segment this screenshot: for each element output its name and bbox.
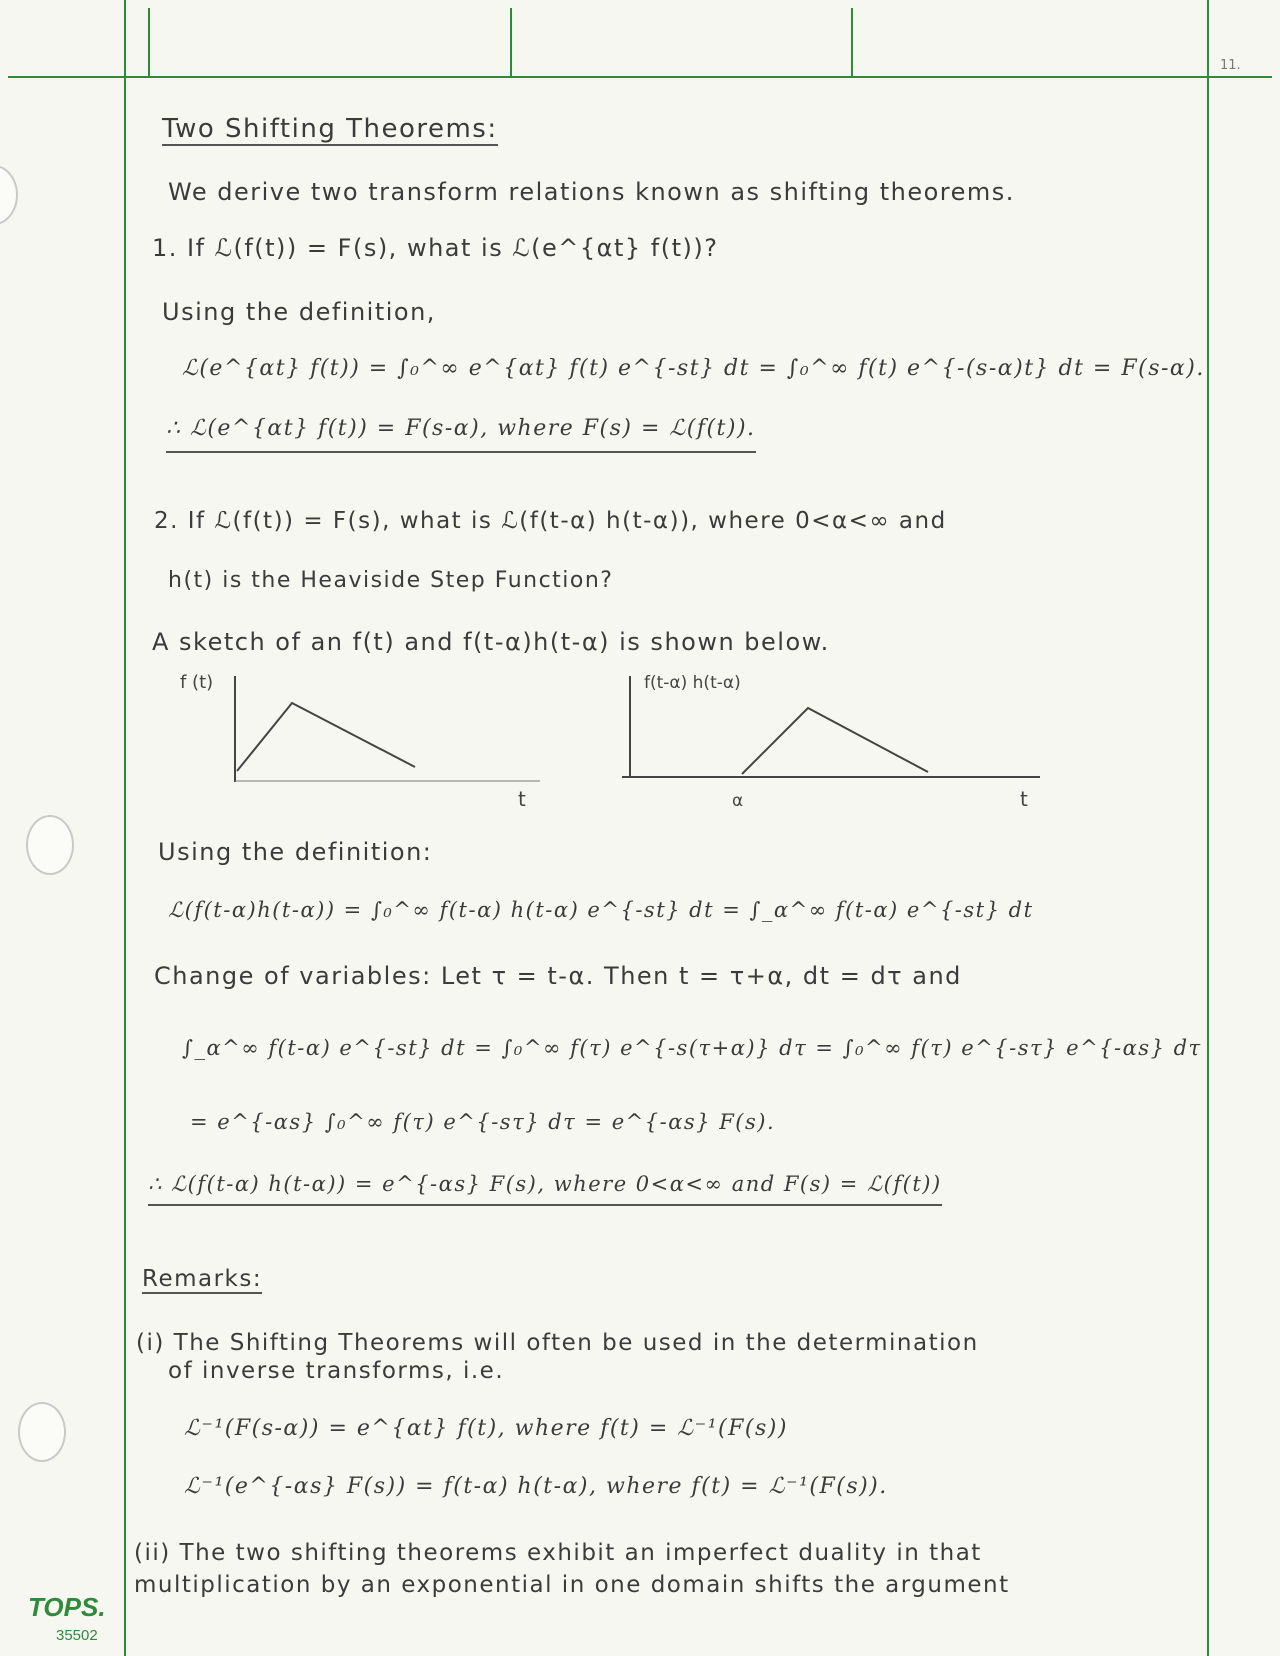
question-2-line-1: 2. If ℒ(f(t)) = F(s), what is ℒ(f(t-α) h(t-α)), where 0<α<∞ and xyxy=(154,508,947,534)
remark-1-line-1: (i) The Shifting Theorems will often be used in the determination xyxy=(136,1330,979,1356)
graph2-alpha-label: α xyxy=(732,791,744,811)
sketch-graphs xyxy=(0,666,1280,816)
header-divider-2 xyxy=(510,8,512,78)
q2-result: ∴ ℒ(f(t-α) h(t-α)) = e^{-αs} F(s), where 0<α<∞ and F(s) = ℒ(f(t)) xyxy=(148,1172,942,1206)
graph2-ylabel: f(t-α) h(t-α) xyxy=(644,673,741,693)
binder-hole-middle xyxy=(26,815,74,875)
question-2-line-2: h(t) is the Heaviside Step Function? xyxy=(168,568,614,593)
q2-derivation-1: ℒ(f(t-α)h(t-α)) = ∫₀^∞ f(t-α) h(t-α) e^{-st} dt = ∫_α^∞ f(t-α) e^{-st} dt xyxy=(168,898,1034,922)
graph1-triangle-curve xyxy=(237,703,415,771)
binder-hole-top xyxy=(0,165,18,225)
graph1-xlabel: t xyxy=(518,787,526,811)
header-rule xyxy=(8,76,1272,78)
page-title: Two Shifting Theorems: xyxy=(162,114,498,144)
remark-2-line-2: multiplication by an exponential in one domain shifts the argument xyxy=(134,1572,1010,1598)
header-divider-1 xyxy=(148,8,150,78)
left-margin-line xyxy=(124,0,126,1656)
page-number: 11. xyxy=(1220,58,1241,73)
remarks-title: Remarks: xyxy=(142,1266,263,1292)
change-of-variables: Change of variables: Let τ = t-α. Then t = τ+α, dt = dτ and xyxy=(154,962,962,990)
sketch-intro: A sketch of an f(t) and f(t-α)h(t-α) is shown below. xyxy=(152,628,830,656)
graph2-shifted-curve xyxy=(742,708,928,774)
tops-product-number: 35502 xyxy=(56,1627,98,1644)
remark-1-eq-1: ℒ⁻¹(F(s-α)) = e^{αt} f(t), where f(t) = ℒ⁻¹(F(s)) xyxy=(184,1416,788,1441)
intro-text: We derive two transform relations known as shifting theorems. xyxy=(168,178,1015,206)
remark-1-line-2: of inverse transforms, i.e. xyxy=(168,1358,505,1384)
header-divider-3 xyxy=(851,8,853,78)
right-margin-line xyxy=(1207,0,1209,1656)
remark-2-line-1: (ii) The two shifting theorems exhibit an imperfect duality in that xyxy=(134,1540,982,1566)
q1-derivation: ℒ(e^{αt} f(t)) = ∫₀^∞ e^{αt} f(t) e^{-st} dt = ∫₀^∞ f(t) e^{-(s-α)t} dt = F(s-α). xyxy=(182,356,1205,381)
binder-hole-bottom xyxy=(18,1402,66,1462)
q1-using-definition: Using the definition, xyxy=(162,298,436,326)
question-1: 1. If ℒ(f(t)) = F(s), what is ℒ(e^{αt} f(t))? xyxy=(152,234,719,262)
q2-derivation-2: ∫_α^∞ f(t-α) e^{-st} dt = ∫₀^∞ f(τ) e^{-s(τ+α)} dτ = ∫₀^∞ f(τ) e^{-sτ} e^{-αs} dτ xyxy=(182,1036,1202,1060)
q2-derivation-3: = e^{-αs} ∫₀^∞ f(τ) e^{-sτ} dτ = e^{-αs} F(s). xyxy=(190,1110,776,1134)
graph1-ylabel: f (t) xyxy=(180,672,214,693)
remark-1-eq-2: ℒ⁻¹(e^{-αs} F(s)) = f(t-α) h(t-α), where f(t) = ℒ⁻¹(F(s)). xyxy=(184,1474,888,1499)
q2-using-definition: Using the definition: xyxy=(158,838,433,866)
q1-result: ∴ ℒ(e^{αt} f(t)) = F(s-α), where F(s) = ℒ(f(t)). xyxy=(166,416,756,453)
tops-logo: TOPS. xyxy=(28,1592,106,1622)
graph2-xlabel: t xyxy=(1020,787,1028,811)
